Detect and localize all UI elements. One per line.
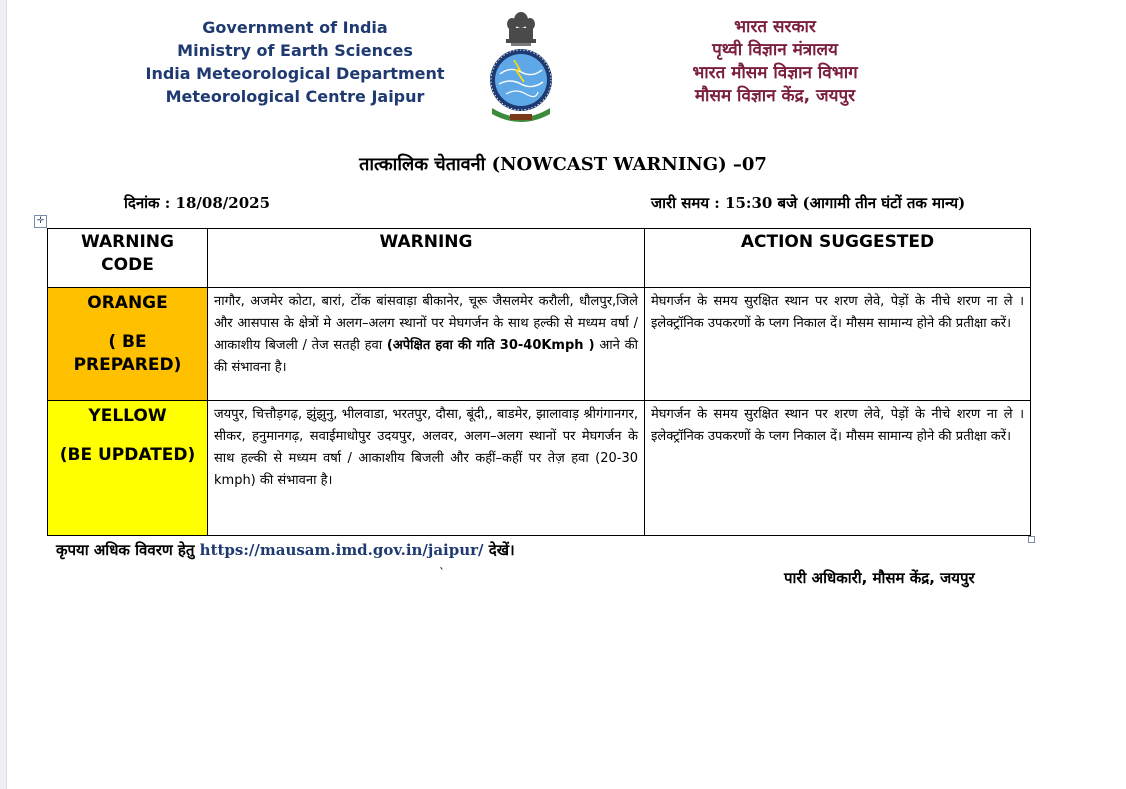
warning-code-cell-orange [48,288,208,401]
warning-level-subtitle: (BE UPDATED) [59,445,196,465]
table-header-row [48,229,1031,288]
header-english-line: Meteorological Centre Jaipur [165,87,425,106]
header-english-line: Government of India [202,18,388,37]
header-hindi-line: भारत सरकार [734,17,816,37]
table-resize-handle[interactable] [1028,536,1035,543]
document-left-margin [0,0,7,789]
warning-level-subtitle: ( BE PREPARED) [73,332,182,375]
header-english-line: India Meteorological Department [145,64,445,83]
table-row [48,401,1031,536]
column-header-warning-code: WARNING CODE [48,229,208,288]
header-hindi [650,16,900,108]
warning-code-cell-yellow [48,401,208,536]
table-row [48,288,1031,401]
imd-emblem-logo [486,8,556,130]
nowcast-title: तात्कालिक चेतावनी (NOWCAST WARNING) –07 [359,154,767,175]
details-link[interactable]: https://mausam.imd.gov.in/jaipur/ [199,541,484,559]
details-prefix: कृपया अधिक विवरण हेतु [56,541,200,559]
issue-date: दिनांक : 18/08/2025 [124,194,271,212]
action-suggested-cell: मेघगर्जन के समय सुरक्षित स्थान पर शरण लेवे, पेड़ों के नीचे शरण ना ले । इलेक्ट्रॉनिक उपकरणों के प्लग निकाल दें। मौसम सामान्य होने की प्रतीक्षा करें। [645,401,1031,536]
warning-text: जयपुर, चित्तौड़गढ़, झुंझुनु, भीलवाडा, भरतपुर, दौसा, बूंदी,, बाडमेर, झालावाड़ श्रीगंगानगर, सीकर, हनुमानगढ़, सवाईमाधोपुर उदयपुर, अलवर, अलग–अलग स्थानों पर मेघगर्जन के साथ हल्की से मध्यम वर्षा / आकाशीय बिजली और कहीं–कहीं पर तेज़ हवा (20-30 kmph) की संभावना है। [214,407,638,488]
header-english [140,16,450,108]
warning-text: नागौर, अजमेर कोटा, बारां, टोंक बांसवाड़ा बीकानेर, चूरू जैसलमेर करौली, धौलपुर,जिले और आसपास के क्षेत्रों मे अलग–अलग स्थानों पर मेघगर्जन के साथ हल्की से मध्यम वर्षा /आकाशीय बिजली / तेज सतही हवा [214,294,638,353]
warning-level-label: ORANGE [87,293,168,313]
header-hindi-line: मौसम विज्ञान केंद्र, जयपुर [694,86,856,106]
details-note [56,540,515,560]
header-hindi-line: भारत मौसम विज्ञान विभाग [692,63,858,83]
warning-table [47,228,1031,536]
warning-level-label: YELLOW [88,406,167,426]
details-suffix: देखें। [483,541,515,559]
warning-text-cell [208,288,645,401]
warning-text-end: आने की की संभावना है। [214,338,638,375]
header-hindi-line: पृथ्वी विज्ञान मंत्रालय [712,40,838,60]
lion-capital-icon [506,12,536,46]
column-header-warning: WARNING [208,229,645,288]
column-header-action: ACTION SUGGESTED [645,229,1031,288]
action-suggested-cell: मेघगर्जन के समय सुरक्षित स्थान पर शरण लेवे, पेड़ों के नीचे शरण ना ले । इलेक्ट्रॉनिक उपकरणों के प्लग निकाल दें। मौसम सामान्य होने की प्रतीक्षा करें। [645,288,1031,401]
issue-time: जारी समय : 15:30 बजे (आगामी तीन घंटों तक मान्य) [651,194,966,212]
signature-officer: पारी अधिकारी, मौसम केंद्र, जयपुर [784,569,975,587]
emblem-globe [495,54,547,106]
table-move-handle-icon[interactable]: ✛ [34,215,47,228]
warning-text-cell [208,401,645,536]
warning-wind-speed: (अपेक्षित हवा की गति 30-40Kmph ) [386,338,595,353]
stray-mark: ` [439,566,445,580]
header-english-line: Ministry of Earth Sciences [177,41,413,60]
